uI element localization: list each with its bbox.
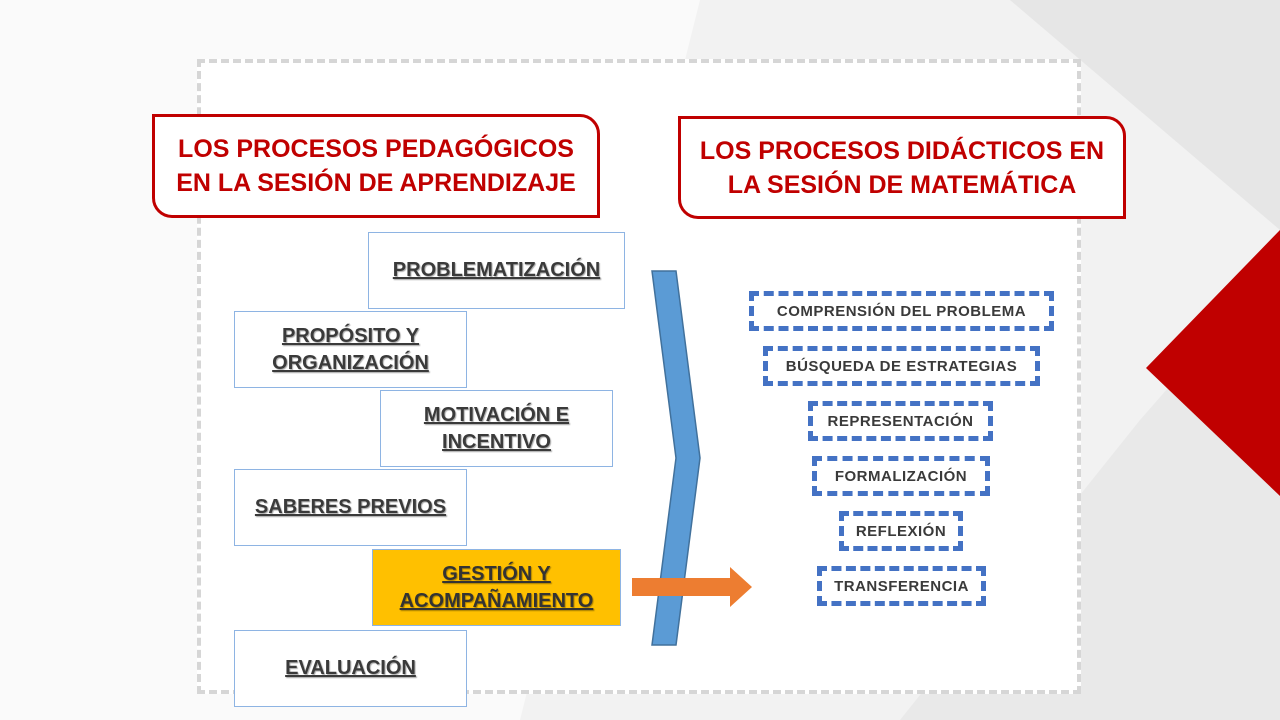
didactic-transferencia: TRANSFERENCIA <box>817 566 986 606</box>
didactic-reflexion: REFLEXIÓN <box>839 511 963 551</box>
header-pedagogical-processes: LOS PROCESOS PEDAGÓGICOS EN LA SESIÓN DE APRENDIZAJE <box>152 114 600 218</box>
didactic-busqueda: BÚSQUEDA DE ESTRATEGIAS <box>763 346 1040 386</box>
process-evaluacion: EVALUACIÓN <box>234 630 467 707</box>
process-problematizacion: PROBLEMATIZACIÓN <box>368 232 625 309</box>
header-didactic-processes: LOS PROCESOS DIDÁCTICOS EN LA SESIÓN DE MATEMÁTICA <box>678 116 1126 219</box>
didactic-comprension: COMPRENSIÓN DEL PROBLEMA <box>749 291 1054 331</box>
process-motivacion-incentivo: MOTIVACIÓN E INCENTIVO <box>380 390 613 467</box>
process-saberes-previos: SABERES PREVIOS <box>234 469 467 546</box>
didactic-representacion: REPRESENTACIÓN <box>808 401 993 441</box>
process-gestion-acompanamiento: GESTIÓN Y ACOMPAÑAMIENTO <box>372 549 621 626</box>
didactic-formalizacion: FORMALIZACIÓN <box>812 456 990 496</box>
process-proposito-organizacion: PROPÓSITO Y ORGANIZACIÓN <box>234 311 467 388</box>
